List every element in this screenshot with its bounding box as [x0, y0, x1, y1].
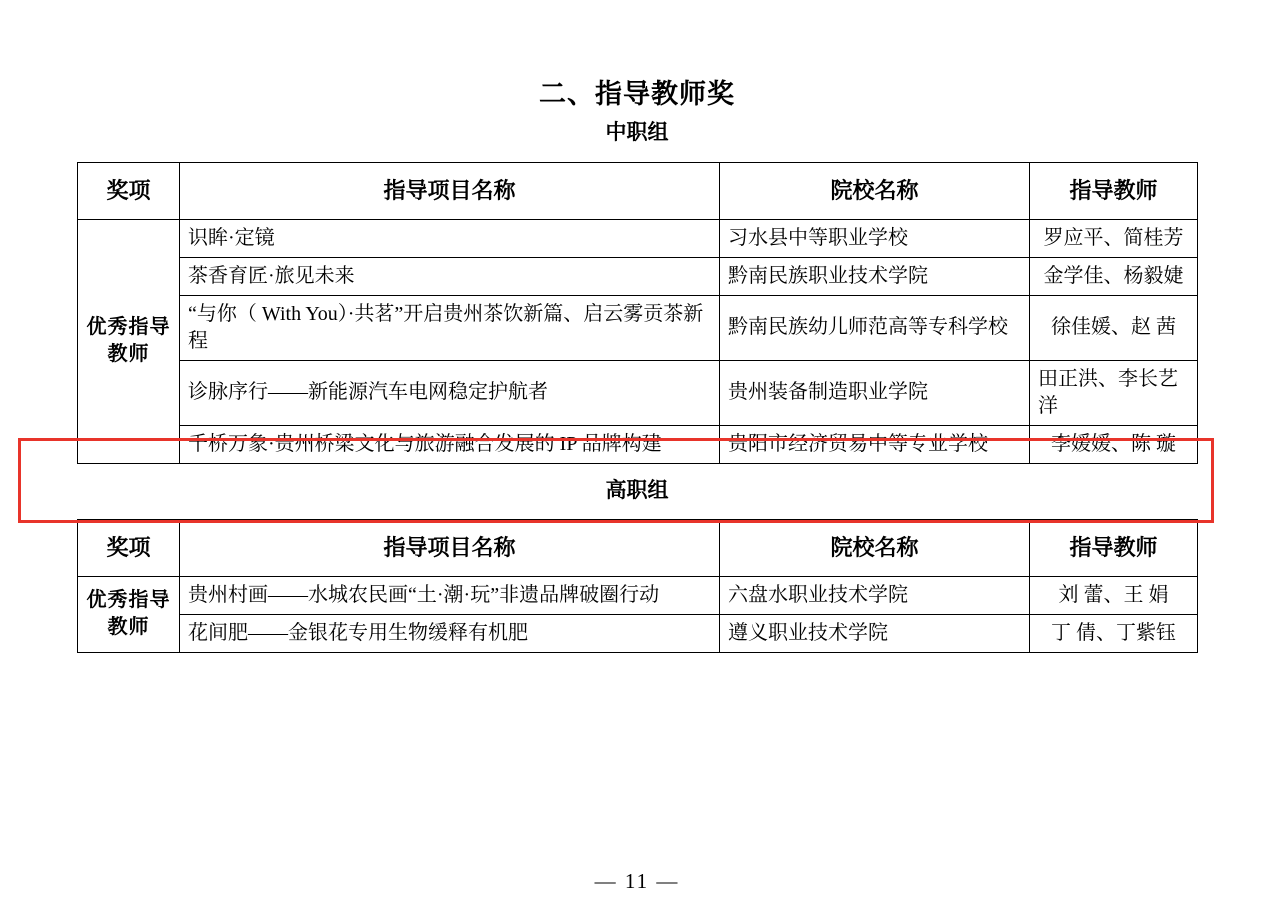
- award-table-secondary-vocational: [77, 162, 1198, 464]
- teacher-name-cell: 刘 蕾、王 娟: [1030, 576, 1198, 614]
- school-name-cell: 习水县中等职业学校: [720, 219, 1030, 257]
- award-category-cell: 优秀指导教师: [78, 576, 180, 652]
- table-row: [78, 219, 1198, 257]
- project-name-cell: 茶香育匠·旅见未来: [180, 257, 720, 295]
- teacher-name-cell: 金学佳、杨毅婕: [1030, 257, 1198, 295]
- school-name-cell: 遵义职业技术学院: [720, 614, 1030, 652]
- project-name-cell: 花间肥——金银花专用生物缓释有机肥: [180, 614, 720, 652]
- column-header-teacher: 指导教师: [1030, 162, 1198, 219]
- table-row: [78, 614, 1198, 652]
- column-header-project: 指导项目名称: [180, 162, 720, 219]
- project-name-cell: 千桥万象·贵州桥梁文化与旅游融合发展的 IP 品牌构建: [180, 425, 720, 463]
- teacher-name-cell: 徐佳媛、赵 茜: [1030, 295, 1198, 360]
- column-header-award: 奖项: [78, 519, 180, 576]
- project-name-cell: “与你（ With You）·共茗”开启贵州茶饮新篇、启云雾贡茶新程: [180, 295, 720, 360]
- school-name-cell: 黔南民族职业技术学院: [720, 257, 1030, 295]
- project-name-cell: 贵州村画——水城农民画“土·潮·玩”非遗品牌破圈行动: [180, 576, 720, 614]
- column-header-award: 奖项: [78, 162, 180, 219]
- column-header-school: 院校名称: [720, 162, 1030, 219]
- table-header-row: [78, 519, 1198, 576]
- table-row: [78, 425, 1198, 463]
- award-table-higher-vocational: [77, 519, 1198, 653]
- teacher-name-cell: 罗应平、简桂芳: [1030, 219, 1198, 257]
- column-header-teacher: 指导教师: [1030, 519, 1198, 576]
- teacher-name-cell: 丁 倩、丁紫钰: [1030, 614, 1198, 652]
- school-name-cell: 六盘水职业技术学院: [720, 576, 1030, 614]
- project-name-cell: 诊脉序行——新能源汽车电网稳定护航者: [180, 360, 720, 425]
- section-label-higher-vocational: 高职组: [605, 477, 669, 502]
- column-header-school: 院校名称: [720, 519, 1030, 576]
- table-row: [78, 360, 1198, 425]
- award-category-cell: 优秀指导教师: [78, 219, 180, 463]
- table-header-row: [78, 162, 1198, 219]
- document-page: [0, 78, 1274, 912]
- school-name-cell: 黔南民族幼儿师范高等专科学校: [720, 295, 1030, 360]
- column-header-project: 指导项目名称: [180, 519, 720, 576]
- school-name-cell: 贵州装备制造职业学院: [720, 360, 1030, 425]
- award-table-higher-vocational-wrap: [77, 519, 1197, 653]
- project-name-cell: 识眸·定镜: [180, 219, 720, 257]
- award-table-secondary-vocational-wrap: [77, 162, 1197, 464]
- table-row: [78, 295, 1198, 360]
- section-label-secondary-vocational: 中职组: [605, 120, 669, 145]
- page-title: 二、指导教师奖: [539, 79, 735, 109]
- school-name-cell: 贵阳市经济贸易中等专业学校: [720, 425, 1030, 463]
- teacher-name-cell: 田正洪、李长艺洋: [1030, 360, 1198, 425]
- table-row: [78, 576, 1198, 614]
- teacher-name-cell: 李媛媛、陈 璇: [1030, 425, 1198, 463]
- table-row: [78, 257, 1198, 295]
- page-number: — 11 —: [594, 869, 680, 893]
